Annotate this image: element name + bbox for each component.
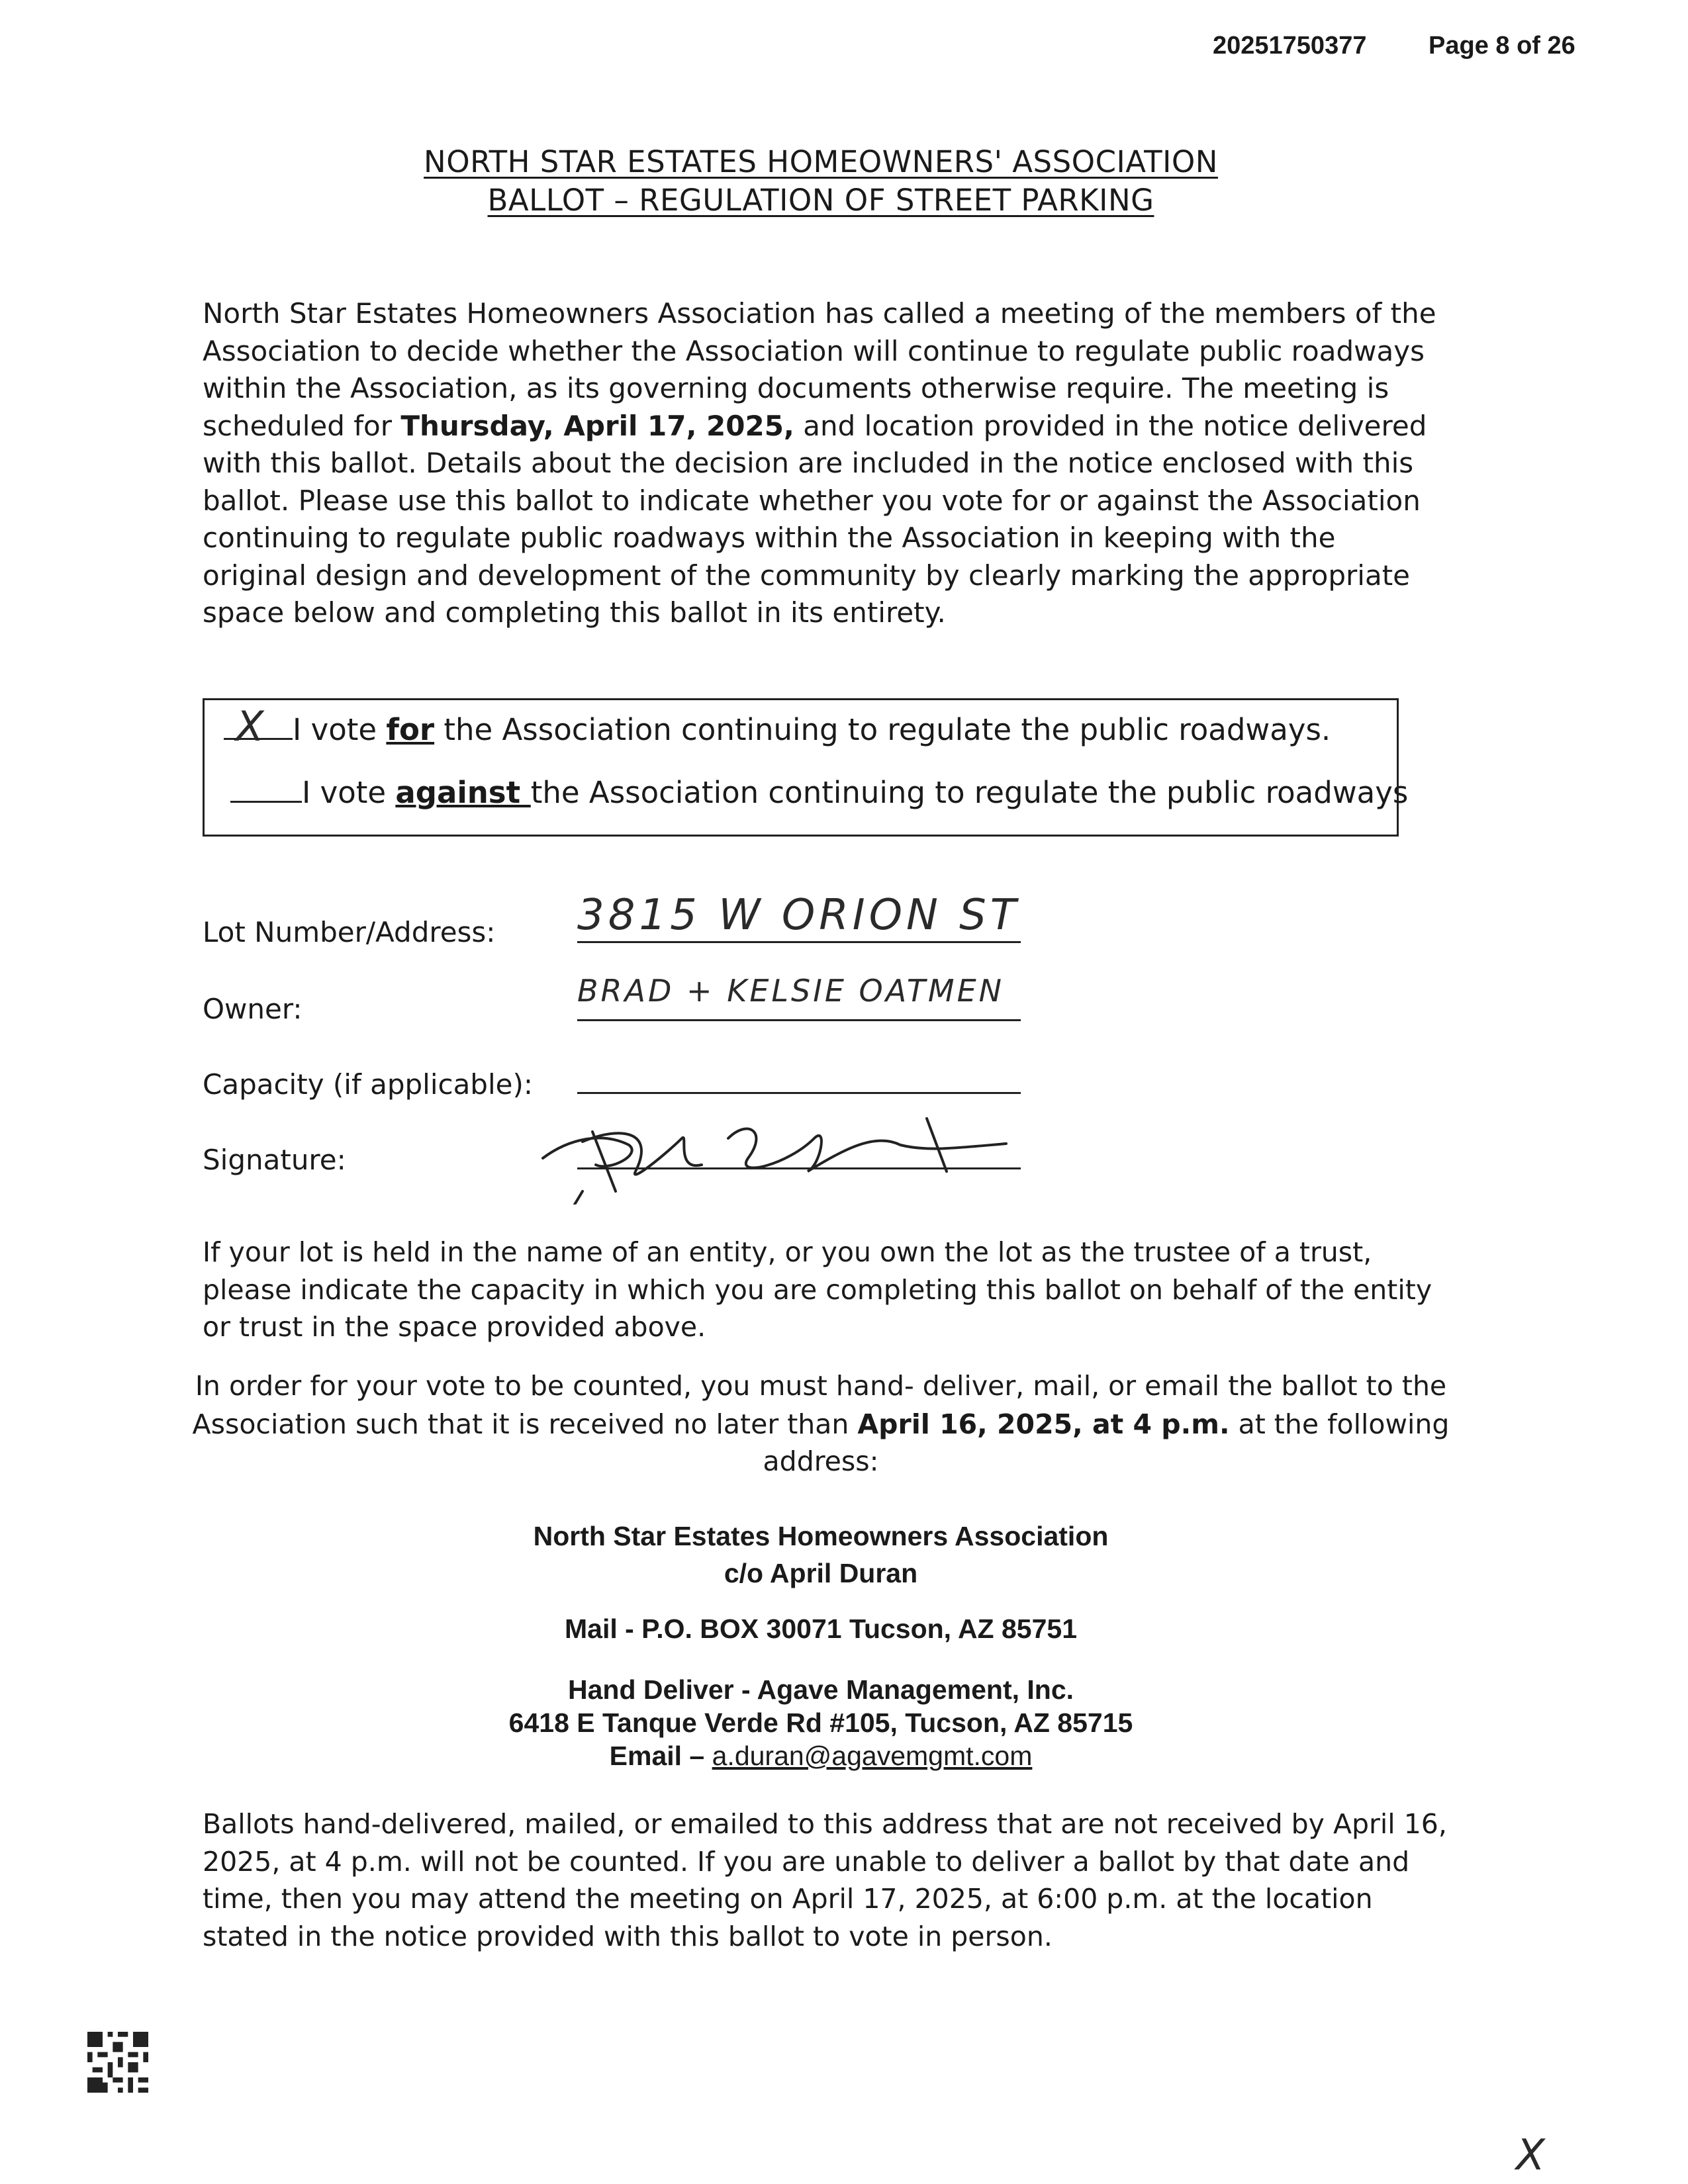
- vote-against-suffix: the Association continuing to regulate the public roadways: [530, 775, 1409, 810]
- address-hand-street: 6418 E Tanque Verde Rd #105, Tucson, AZ 85715: [508, 1707, 1133, 1738]
- document-id: 20251750377: [1213, 32, 1367, 60]
- ballot-title: BALLOT – REGULATION OF STREET PARKING: [487, 183, 1154, 218]
- intro-text-2: and location provided in the notice delivered with this ballot. Details about the decision are included in the notice enclosed with this ballot. Please use this ballot to indicate whether you vote for or against the Association continuing to regulate public roadways within the Association in keeping with the original design and development of the community by clearly marking the appropriate space below and completing this ballot in its entirety.: [203, 409, 1427, 629]
- address-care-of: c/o April Duran: [724, 1558, 918, 1588]
- address-mail: Mail - P.O. BOX 30071 Tucson, AZ 85751: [565, 1614, 1077, 1644]
- lot-label: Lot Number/Address:: [203, 916, 496, 948]
- delivery-line-1: In order for your vote to be counted, you must hand- deliver, mail, or email the ballot to the: [195, 1370, 1447, 1402]
- email-link[interactable]: a.duran@agavemgmt.com: [712, 1741, 1033, 1771]
- vote-against-prefix: I vote: [302, 775, 396, 810]
- owner-label: Owner:: [203, 993, 303, 1025]
- delivery-line-2: [0, 1408, 1642, 1440]
- footer-mark: X: [1516, 2131, 1545, 2180]
- meeting-date: Thursday, April 17, 2025,: [400, 409, 794, 442]
- lot-line: [577, 941, 1021, 943]
- address-hand-deliver: Hand Deliver - Agave Management, Inc.: [567, 1674, 1074, 1705]
- delivery-text-b: at the following: [1229, 1408, 1450, 1440]
- vote-for-blank[interactable]: [224, 702, 293, 751]
- signature-label: Signature:: [203, 1144, 346, 1176]
- entity-note: If your lot is held in the name of an entity, or you own the lot as the trustee of a trust, please indicate the capacity in which you are completing this ballot on behalf of the entity or trust in the space provided above.: [203, 1236, 1432, 1343]
- address-email-line: [0, 1741, 1642, 1772]
- page-number: Page 8 of 26: [1429, 32, 1575, 60]
- owner-line: [577, 1019, 1021, 1021]
- address-org: North Star Estates Homeowners Association: [533, 1521, 1109, 1551]
- vote-for-keyword: for: [386, 712, 435, 747]
- capacity-label: Capacity (if applicable):: [203, 1068, 534, 1101]
- lot-value[interactable]: 3815 W ORION ST: [577, 891, 1020, 940]
- intro-paragraph: [203, 295, 1447, 632]
- qr-code-icon: [87, 2032, 148, 2093]
- vote-against-option[interactable]: [230, 774, 1408, 810]
- association-title: NORTH STAR ESTATES HOMEOWNERS' ASSOCIATION: [424, 144, 1218, 179]
- vote-for-option[interactable]: [224, 702, 1331, 751]
- intro-text-1: North Star Estates Homeowners Association has called a meeting of the members of the Association to decide whether the Association will continue to regulate public roadways within the Association, as its governing documents otherwise require. The meeting is scheduled for: [203, 297, 1436, 442]
- vote-against-blank[interactable]: [230, 774, 302, 803]
- delivery-deadline: April 16, 2025, at 4 p.m.: [857, 1408, 1230, 1440]
- owner-value[interactable]: BRAD + KELSIE OATMEN: [577, 973, 1005, 1009]
- delivery-line-3: address:: [763, 1445, 879, 1477]
- delivery-text-a: Association such that it is received no later than: [192, 1408, 858, 1440]
- vote-for-prefix: I vote: [293, 712, 387, 747]
- email-label: Email –: [609, 1741, 712, 1771]
- signature-scribble: [530, 1092, 1033, 1205]
- closing-paragraph: Ballots hand-delivered, mailed, or emailed to this address that are not received by April 16, 2025, at 4 p.m. will not be counted. If you are unable to deliver a ballot by that date and time, then you may attend the meeting on April 17, 2025, at 6:00 p.m. at the location stated in the notice provided with this ballot to vote in person.: [203, 1808, 1447, 1952]
- vote-for-suffix: the Association continuing to regulate the public roadways.: [434, 712, 1331, 747]
- vote-for-mark: X: [236, 702, 264, 751]
- vote-against-keyword: against: [395, 775, 531, 810]
